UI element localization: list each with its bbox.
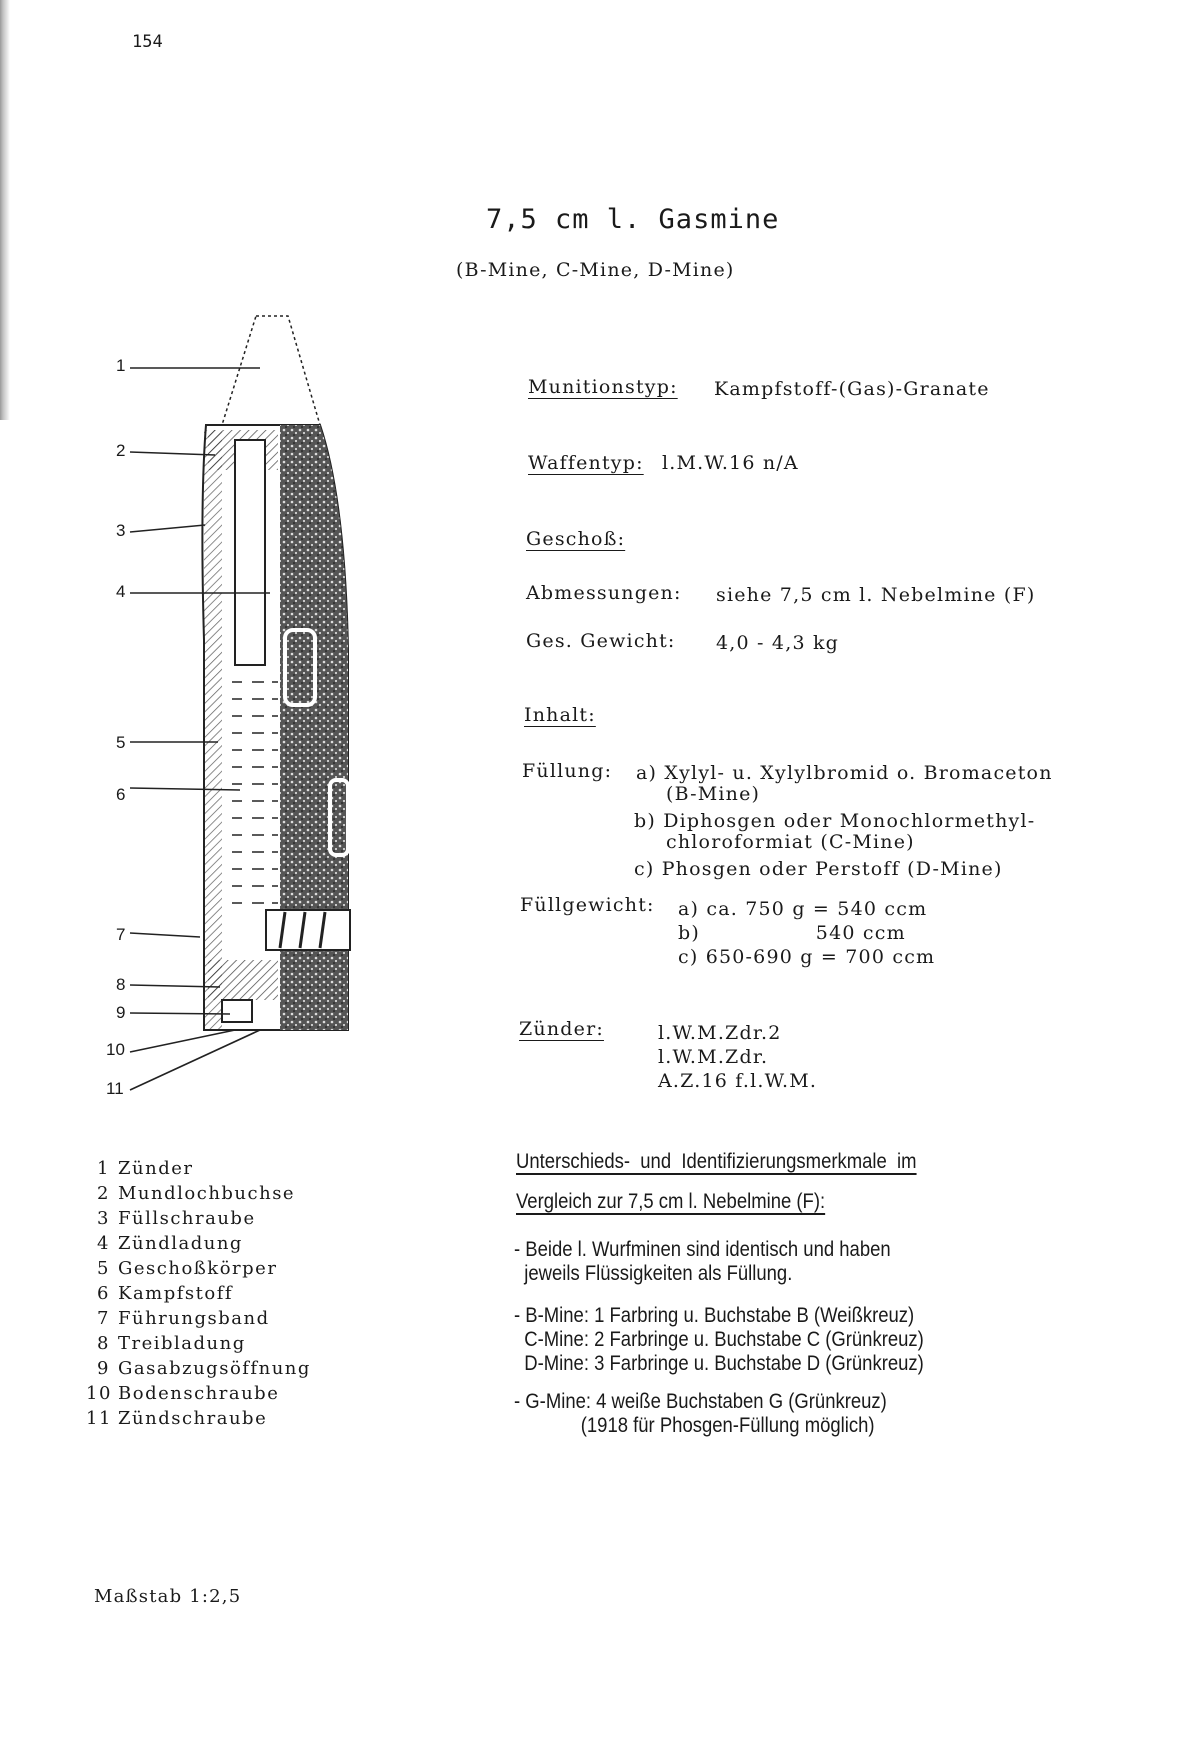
legend-item: 5 Geschoßkörper	[97, 1258, 278, 1279]
diagram-label: 4	[116, 582, 126, 601]
differences-heading: Unterschieds- und Identifizierungsmerkmale im	[516, 1150, 917, 1173]
difference-line: - G-Mine: 4 weiße Buchstaben G (Grünkreuz)	[514, 1390, 887, 1413]
inhalt-label: Inhalt:	[524, 704, 596, 726]
difference-line: jeweils Flüssigkeiten als Füllung.	[514, 1262, 793, 1285]
diagram-label: 2	[116, 441, 126, 460]
legend-item: 8 Treibladung	[97, 1333, 246, 1354]
legend-item: 3 Füllschraube	[97, 1208, 256, 1229]
difference-line: - B-Mine: 1 Farbring u. Buchstabe B (Weißkreuz)	[514, 1304, 915, 1327]
page-number: 154	[132, 32, 163, 52]
diagram-label: 6	[116, 785, 126, 804]
differences-heading: Vergleich zur 7,5 cm l. Nebelmine (F):	[516, 1190, 826, 1213]
fuellung-label: Füllung:	[522, 760, 613, 782]
legend-item: 11 Zündschraube	[86, 1408, 268, 1429]
zuender-line: l.W.M.Zdr.	[658, 1046, 769, 1068]
legend-item: 6 Kampfstoff	[97, 1283, 234, 1304]
fuellung-line: c) Phosgen oder Perstoff (D-Mine)	[634, 858, 1003, 880]
fuellgewicht-label: Füllgewicht:	[520, 894, 655, 916]
geschoss-label: Geschoß:	[526, 528, 626, 550]
scale-note: Maßstab 1:2,5	[94, 1586, 242, 1607]
diagram-label: 10	[106, 1040, 125, 1059]
scan-edge	[0, 0, 10, 420]
burster-tube	[235, 440, 265, 665]
legend-item: 7 Führungsband	[97, 1308, 270, 1329]
difference-line: (1918 für Phosgen-Füllung möglich)	[514, 1414, 875, 1437]
diagram-label: 8	[116, 975, 126, 994]
difference-line: C-Mine: 2 Farbringe u. Buchstabe C (Grünkreuz)	[514, 1328, 924, 1351]
fuellgewicht-line: b) 540 ccm	[678, 922, 906, 944]
legend-item: 1 Zünder	[97, 1158, 194, 1179]
legend-item: 10 Bodenschraube	[86, 1383, 280, 1404]
legend-item: 9 Gasabzugsöffnung	[97, 1358, 311, 1379]
munitionstyp-value: Kampfstoff-(Gas)-Granate	[714, 378, 990, 400]
diagram-label: 7	[116, 925, 126, 944]
parts-legend	[86, 1156, 311, 1431]
gewicht-value: 4,0 - 4,3 kg	[716, 632, 840, 654]
fuellung-line: b) Diphosgen oder Monochlormethyl-	[634, 810, 1036, 832]
legend-item: 2 Mundlochbuchse	[97, 1183, 296, 1204]
fuellung-line: chloroformiat (C-Mine)	[666, 831, 915, 853]
diagram-label: 1	[116, 356, 126, 375]
legend-item: 4 Zündladung	[97, 1233, 243, 1254]
shell-cross-section-diagram	[90, 300, 410, 1100]
fuze-outline	[222, 316, 320, 425]
diagram-label: 11	[106, 1079, 124, 1098]
fuellung-line: (B-Mine)	[666, 783, 761, 805]
abmessungen-label: Abmessungen:	[526, 582, 682, 604]
diagram-label: 5	[116, 733, 126, 752]
diagram-label: 9	[116, 1003, 126, 1022]
zuender-line: A.Z.16 f.l.W.M.	[658, 1070, 818, 1092]
fuellgewicht-line: a) ca. 750 g = 540 ccm	[678, 898, 928, 920]
fuellgewicht-line: c) 650-690 g = 700 ccm	[678, 946, 936, 968]
munitionstyp-label: Munitionstyp:	[528, 376, 678, 398]
waffentyp-label: Waffentyp:	[528, 452, 644, 474]
zuender-line: l.W.M.Zdr.2	[658, 1022, 782, 1044]
zuender-label: Zünder:	[519, 1018, 604, 1040]
fuellung-line: a) Xylyl- u. Xylylbromid o. Bromaceton	[636, 762, 1053, 784]
difference-line: D-Mine: 3 Farbringe u. Buchstabe D (Grünkreuz)	[514, 1352, 924, 1375]
gewicht-label: Ges. Gewicht:	[526, 630, 676, 652]
abmessungen-value: siehe 7,5 cm l. Nebelmine (F)	[716, 584, 1036, 606]
subtitle: (B-Mine, C-Mine, D-Mine)	[456, 259, 735, 281]
difference-line: - Beide l. Wurfminen sind identisch und haben	[514, 1238, 891, 1261]
diagram-label: 3	[116, 521, 126, 540]
page-title: 7,5 cm l. Gasmine	[486, 204, 780, 235]
waffentyp-value: l.M.W.16 n/A	[662, 452, 799, 474]
